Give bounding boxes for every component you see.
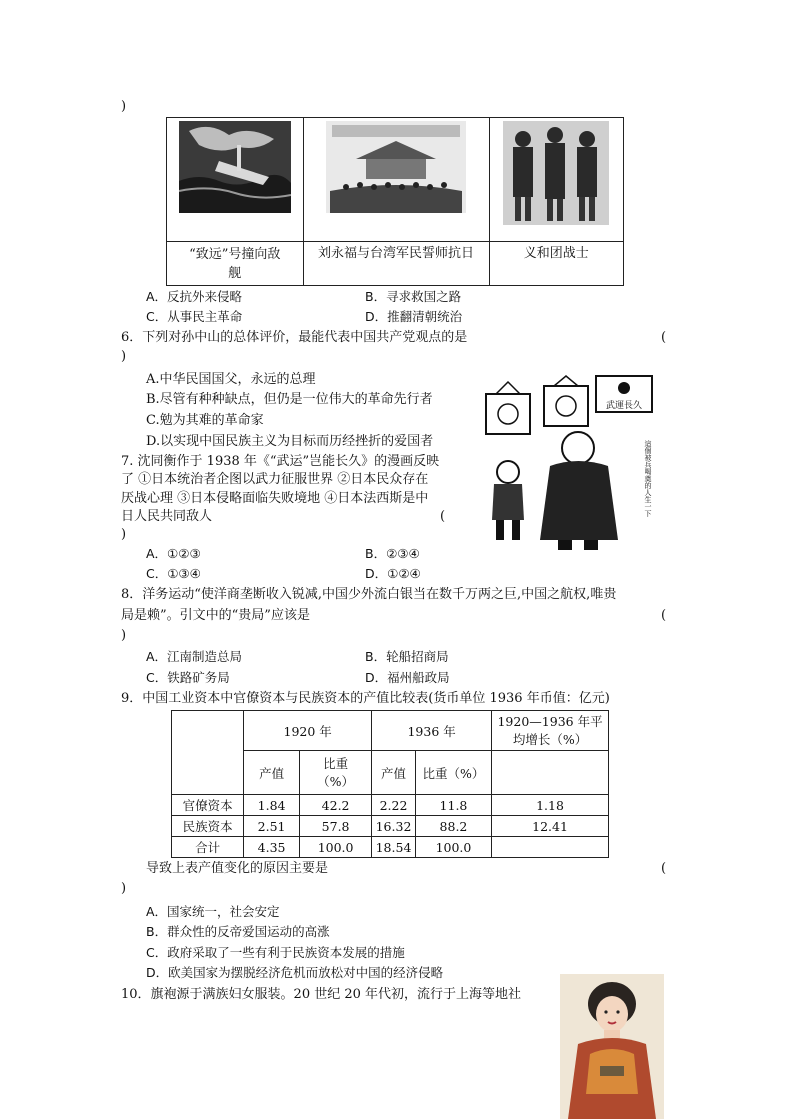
q9-stem: 9．中国工业资本中官僚资本与民族资本的产值比较表(货币单位 1936 年币值：亿元) <box>121 691 610 706</box>
cell-value: 1.18 <box>492 795 609 816</box>
boxer-soldiers-icon <box>503 121 609 225</box>
q5-option-d[interactable]: D．推翻清朝统治 <box>365 309 463 324</box>
q8-option-c[interactable]: C．铁路矿务局 <box>146 670 230 685</box>
q6-option-d[interactable]: D.以实现中国民族主义为目标而历经挫折的爱国者 <box>146 434 434 449</box>
q9-option-d[interactable]: D．欧美国家为摆脱经济危机而放松对中国的经济侵略 <box>146 965 444 980</box>
cell-value: 1.84 <box>244 795 300 816</box>
cell-value: 42.2 <box>300 795 372 816</box>
q5-option-a[interactable]: A．反抗外来侵略 <box>146 289 243 304</box>
q8-option-a[interactable]: A．江南制造总局 <box>146 649 243 664</box>
sub-value-1936: 产值 <box>372 751 416 795</box>
q9-paren-close: ) <box>121 881 127 896</box>
cell-value: 18.54 <box>372 837 416 858</box>
header-growth-line1: 1920—1936 年平 <box>497 713 603 729</box>
q8-paren-open: ( <box>661 608 667 623</box>
q7-option-c[interactable]: C．①③④ <box>146 566 201 581</box>
cell-value: 57.8 <box>300 816 372 837</box>
q6-option-b[interactable]: B.尽管有种种缺点，但仍是一位伟大的革命先行者 <box>146 392 433 407</box>
q7-paren-open: ( <box>440 509 446 524</box>
image-cell-boxers <box>489 118 623 242</box>
cell-value: 2.22 <box>372 795 416 816</box>
caption-line: “致远”号撞向敌 <box>189 246 281 262</box>
table-row <box>172 795 609 816</box>
q8-option-b[interactable]: B．轮船招商局 <box>365 649 449 664</box>
cell-value: 12.41 <box>492 816 609 837</box>
cell-value: 11.8 <box>415 795 491 816</box>
q8-paren-close: ) <box>121 628 127 643</box>
sub-value-1920: 产值 <box>244 751 300 795</box>
q10-stem: 10．旗袍源于满族妇女服装。20 世纪 20 年代初，流行于上海等地社 <box>121 987 522 1002</box>
q5-option-b[interactable]: B．寻求救国之路 <box>365 289 462 304</box>
sub-share-line1: 比重 <box>323 755 349 771</box>
cell-value: 88.2 <box>415 816 491 837</box>
q7-line2: 了 ①日本统治者企图以武力征服世界 ②日本民众存在 <box>121 472 429 487</box>
q9-data-table <box>171 710 609 858</box>
q9-follow: 导致上表产值变化的原因主要是 <box>146 861 329 876</box>
q7-paren-close: ) <box>121 527 127 542</box>
table-row <box>172 816 609 837</box>
q7-option-a[interactable]: A．①②③ <box>146 546 201 561</box>
header-1936: 1936 年 <box>372 711 492 751</box>
q6-stem: 6．下列对孙中山的总体评价，最能代表中国共产党观点的是 <box>121 330 468 345</box>
q5-image-table <box>166 117 624 286</box>
row-label: 民族资本 <box>172 816 244 837</box>
q6-option-a[interactable]: A.中华民国国父，永远的总理 <box>146 372 316 387</box>
header-growth-line2: 均增长（%） <box>512 731 588 747</box>
caption-liu-yongfu: 刘永福与台湾军民誓师抗日 <box>303 242 489 286</box>
cell-value <box>492 837 609 858</box>
q7-line4: 日人民共同敌人 <box>121 509 213 524</box>
sinking-warship-icon <box>179 121 291 213</box>
q6-paren-close: ) <box>121 349 127 364</box>
q8-option-d[interactable]: D．福州船政局 <box>365 670 450 685</box>
cell-value: 100.0 <box>415 837 491 858</box>
sub-share-1936: 比重（%） <box>415 751 491 795</box>
image-cell-liu-yongfu <box>303 118 489 242</box>
q8-line2: 局是赖”。引文中的“贵局”应该是 <box>121 608 310 623</box>
table-corner <box>172 711 244 795</box>
q5-option-c[interactable]: C．从事民主革命 <box>146 309 243 324</box>
qipao-woman-icon <box>560 974 664 1119</box>
q5-paren-close: ) <box>121 99 127 114</box>
q7-option-d[interactable]: D．①②④ <box>365 566 421 581</box>
caption-zhiyuan <box>167 242 304 286</box>
cell-value: 4.35 <box>244 837 300 858</box>
cell-value: 2.51 <box>244 816 300 837</box>
caption-boxers: 义和团战士 <box>489 242 623 286</box>
header-growth <box>492 711 609 751</box>
image-cell-zhiyuan <box>167 118 304 242</box>
cartoon-note-text: 這個被兵喝奠的人生一下 <box>644 440 652 517</box>
q9-option-c[interactable]: C．政府采取了一些有利于民族资本发展的措施 <box>146 945 405 960</box>
cell-value: 100.0 <box>300 837 372 858</box>
header-1920: 1920 年 <box>244 711 372 751</box>
q9-option-b[interactable]: B．群众性的反帝爱国运动的高涨 <box>146 924 330 939</box>
sub-growth-empty <box>492 751 609 795</box>
q6-paren-open: ( <box>661 330 667 345</box>
q9-paren-open: ( <box>661 861 667 876</box>
row-label: 合计 <box>172 837 244 858</box>
cartoon-wuyun-icon <box>478 370 660 558</box>
q6-option-c[interactable]: C.勉为其难的革命家 <box>146 413 264 428</box>
q7-line3: 厌战心理 ③日本侵略面临失败境地 ④日本法西斯是中 <box>121 491 429 506</box>
sub-share-1920 <box>300 751 372 795</box>
row-label: 官僚资本 <box>172 795 244 816</box>
cartoon-banner-text: 武運長久 <box>605 401 643 411</box>
caption-line: 舰 <box>228 265 242 281</box>
rally-engraving-icon <box>326 121 466 213</box>
cell-value: 16.32 <box>372 816 416 837</box>
q9-option-a[interactable]: A．国家统一，社会安定 <box>146 904 280 919</box>
table-row <box>172 837 609 858</box>
q7-line1: 7. 沈同衡作于 1938 年《“武运”岂能长久》的漫画反映 <box>121 454 440 469</box>
q8-line1: 8．洋务运动“使洋商垄断收入锐减,中国少外流白银当在数千万两之巨,中国之航权,唯贵 <box>121 587 617 602</box>
q7-option-b[interactable]: B．②③④ <box>365 546 420 561</box>
sub-share-line2: （%） <box>317 773 355 789</box>
